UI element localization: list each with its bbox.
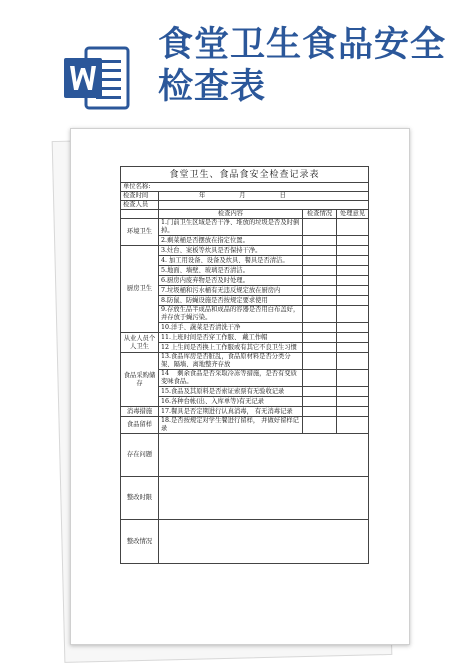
status-cell [303,397,337,407]
opinion-cell [337,286,369,296]
opinion-cell [337,276,369,286]
section-label: 从业人员个人卫生 [121,333,159,353]
check-item-row [121,343,369,353]
unit-row [121,183,369,192]
check-item-text: 18.是否按规定对学生餐进行留样， 并做好留样记录 [159,417,303,434]
form-title-row [121,167,369,183]
check-item-text: 5.地面、墙壁、玻璃是否清洁。 [159,266,303,276]
inspector-label: 检查人员 [121,201,159,210]
check-item-text: 8.防鼠、防蝇设施是否按规定要求使用 [159,296,303,306]
status-cell [303,323,337,333]
section-label: 食品留样 [121,417,159,434]
opinion-cell [337,306,369,323]
footer-row [121,477,369,520]
check-item-text: 2.剩菜桶是否摆放在指定位置。 [159,236,303,246]
content-header: 检查内容 [159,210,303,219]
check-item-row [121,407,369,417]
check-item-row [121,256,369,266]
status-cell [303,353,337,370]
check-item-text: 10.洋手、蔬菜是否清洗干净 [159,323,303,333]
footer-field [159,477,369,520]
check-item-text: 3.灶台、案板等炊具是否保持干净。 [159,246,303,256]
inspector-row [121,201,369,210]
opinion-header: 处理意见 [337,210,369,219]
status-cell [303,296,337,306]
section-label: 厨房卫生 [121,246,159,333]
check-item-text: 16.各种台帐(出、入库单等)有无记录 [159,397,303,407]
inspection-form [120,166,369,564]
word-icon [62,44,132,112]
status-cell [303,266,337,276]
status-cell [303,276,337,286]
status-cell [303,246,337,256]
footer-label: 整改时限 [121,477,159,520]
opinion-cell [337,343,369,353]
status-cell [303,343,337,353]
check-item-text: 17.餐具是否定期进行认真消毒， 有无消毒记录 [159,407,303,417]
status-cell [303,387,337,397]
opinion-cell [337,397,369,407]
status-cell [303,370,337,387]
footer-field [159,434,369,477]
opinion-cell [337,370,369,387]
time-row [121,192,369,201]
section-label: 消毒措施 [121,407,159,417]
status-cell [303,407,337,417]
check-item-text: 6.厨房内废弃物是否及时处理。 [159,276,303,286]
section-label: 食品采购储存 [121,353,159,407]
status-header: 检查情况 [303,210,337,219]
footer-row [121,520,369,564]
opinion-cell [337,417,369,434]
check-item-row [121,417,369,434]
footer-label: 整改情况 [121,520,159,564]
inspection-time-label: 检查时间 [121,192,159,201]
check-item-row [121,333,369,343]
check-item-text: 1.门前卫生区域是否干净、堆放的垃圾是否及时倒掉。 [159,219,303,236]
check-item-text: 11.上班时间是否穿工作服、 戴工作帽 [159,333,303,343]
inspection-date-field [159,192,369,201]
date-part-label: 月 [239,192,246,199]
footer-row [121,434,369,477]
status-cell [303,333,337,343]
check-item-row [121,219,369,236]
inspector-field [159,201,369,210]
date-part-label: 年 [199,192,206,199]
opinion-cell [337,246,369,256]
check-item-row [121,370,369,387]
check-item-row [121,306,369,323]
opinion-cell [337,353,369,370]
opinion-cell [337,323,369,333]
status-cell [303,417,337,434]
opinion-cell [337,333,369,343]
check-item-row [121,276,369,286]
check-item-row [121,286,369,296]
check-item-row [121,323,369,333]
opinion-cell [337,296,369,306]
unit-name-label: 单位名称: [121,183,369,192]
section-label: 环境卫生 [121,219,159,246]
status-cell [303,236,337,246]
check-item-row [121,353,369,370]
opinion-cell [337,407,369,417]
check-item-row [121,266,369,276]
check-item-text: 9.存放生品半成品和成品的容器是否用白布盖好，并存放于蝇污染。 [159,306,303,323]
status-cell [303,219,337,236]
opinion-cell [337,387,369,397]
opinion-cell [337,256,369,266]
check-item-text: 4. 加工用设备、设备及炊具、餐具是否清洁。 [159,256,303,266]
page-title: 食堂卫生食品安全检查表 [158,25,447,107]
opinion-cell [337,266,369,276]
form-title: 食堂卫生、食品食安全检查记录表 [121,167,369,183]
date-part-label: 日 [279,192,286,199]
header [0,0,474,120]
check-item-text: 14 剩余食品是否采取冷冻等措施，是否有变质变味食品。 [159,370,303,387]
status-cell [303,256,337,266]
check-item-text: 7.垃圾桶和污水桶有无违反规定放在厨房内 [159,286,303,296]
check-item-row [121,387,369,397]
column-header-row [121,210,369,219]
check-item-row [121,246,369,256]
opinion-cell [337,236,369,246]
check-item-text: 15.食品及其原料是否索证索票有无验收记录 [159,387,303,397]
check-item-row [121,397,369,407]
opinion-cell [337,219,369,236]
check-item-row [121,236,369,246]
check-item-row [121,296,369,306]
footer-label: 存在问题 [121,434,159,477]
check-item-text: 12 上生间是否换上工作服或有其它不良卫生习惯 [159,343,303,353]
footer-field [159,520,369,564]
status-cell [303,286,337,296]
category-header [121,210,159,219]
check-item-text: 13.食品库房是否脏乱，食品原材料是否分类分架、隔墙、离地整齐存放 [159,353,303,370]
status-cell [303,306,337,323]
